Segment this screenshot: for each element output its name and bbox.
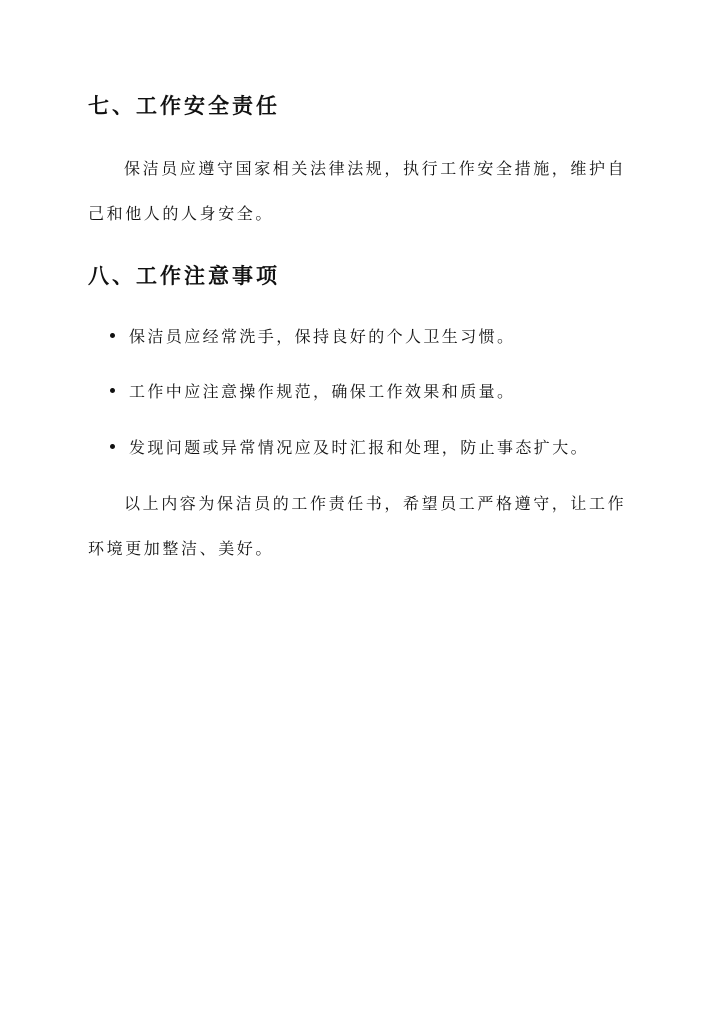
- bullet-text: 发现问题或异常情况应及时汇报和处理，防止事态扩大。: [129, 438, 590, 457]
- bullet-item: [110, 435, 589, 458]
- bullet-item: [110, 379, 515, 402]
- bullet-dot-icon: [110, 388, 115, 393]
- closing-paragraph-line-2: 环境更加整洁、美好。: [88, 539, 275, 558]
- bullet-dot-icon: [110, 333, 115, 338]
- section-7-paragraph-line-1: 保洁员应遵守国家相关法律法规，执行工作安全措施，维护自: [124, 159, 627, 178]
- bullet-dot-icon: [110, 444, 115, 449]
- section-7-heading: 七、工作安全责任: [88, 93, 280, 118]
- closing-paragraph-line-1: 以上内容为保洁员的工作责任书，希望员工严格遵守，让工作: [124, 494, 627, 513]
- bullet-text: 工作中应注意操作规范，确保工作效果和质量。: [129, 382, 516, 401]
- section-8-heading: 八、工作注意事项: [88, 263, 280, 288]
- section-7-paragraph-line-2: 己和他人的人身安全。: [88, 204, 275, 223]
- bullet-text: 保洁员应经常洗手，保持良好的个人卫生习惯。: [129, 327, 516, 346]
- bullet-item: [110, 324, 515, 347]
